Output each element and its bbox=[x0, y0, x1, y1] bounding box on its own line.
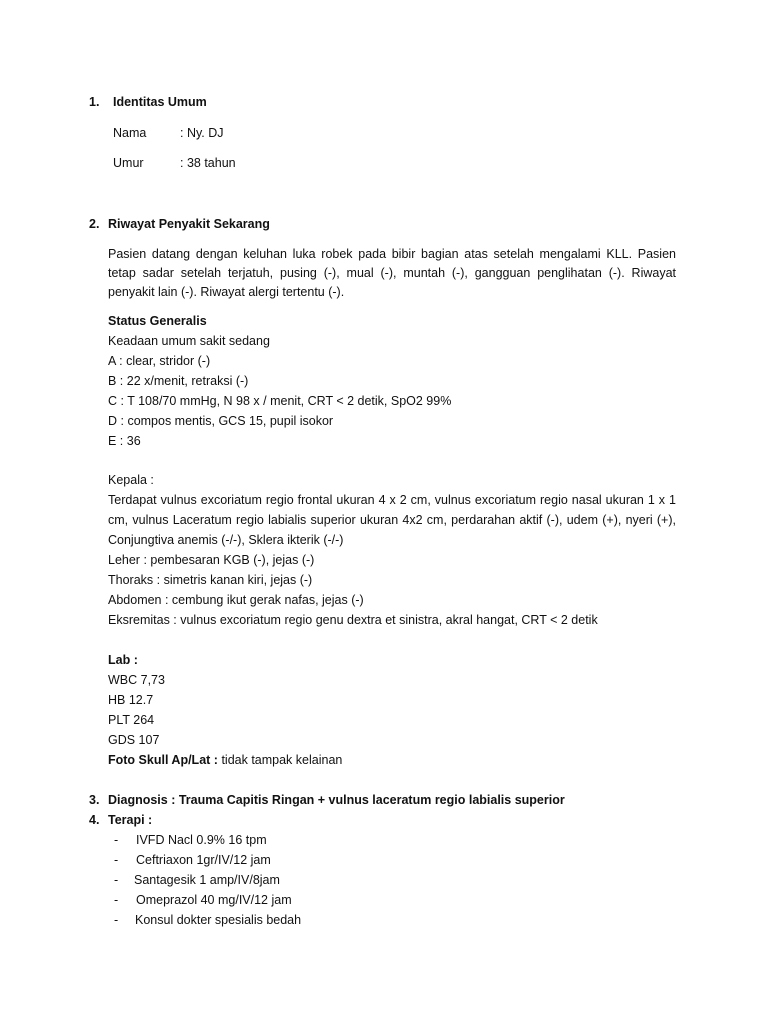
diagnosis-text: Diagnosis : Trauma Capitis Ringan + vulnus laceratum regio labialis superior bbox=[108, 793, 565, 807]
status-line: A : clear, stridor (-) bbox=[108, 354, 211, 368]
status-generalis-title: Status Generalis bbox=[108, 314, 207, 328]
section-title-riwayat: Riwayat Penyakit Sekarang bbox=[108, 217, 270, 231]
kepala-title: Kepala : bbox=[108, 473, 154, 487]
section-number: 4. bbox=[89, 813, 100, 827]
field-label-nama: Nama bbox=[113, 126, 147, 140]
section-title-identitas: Identitas Umum bbox=[113, 95, 207, 109]
foto-skull-line bbox=[108, 752, 342, 768]
bullet-dash: - bbox=[114, 893, 119, 907]
lab-line: PLT 264 bbox=[108, 713, 155, 727]
terapi-title: Terapi : bbox=[108, 813, 153, 827]
section-number: 2. bbox=[89, 217, 100, 231]
field-value-nama: : Ny. DJ bbox=[180, 126, 224, 140]
therapy-item: Santagesik 1 amp/IV/8jam bbox=[134, 873, 280, 887]
therapy-item: Konsul dokter spesialis bedah bbox=[135, 913, 302, 927]
therapy-item: IVFD Nacl 0.9% 16 tpm bbox=[136, 833, 267, 847]
lab-line: WBC 7,73 bbox=[108, 673, 165, 687]
bullet-dash: - bbox=[114, 913, 119, 927]
exam-line: Eksremitas : vulnus excoriatum regio genu dextra et sinistra, akral hangat, CRT < 2 detik bbox=[108, 613, 598, 627]
field-value-umur: : 38 tahun bbox=[180, 156, 236, 170]
kepala-line: Conjungtiva anemis (-/-), Sklera ikterik (-/-) bbox=[108, 533, 344, 547]
status-line: D : compos mentis, GCS 15, pupil isokor bbox=[108, 414, 334, 428]
kepala-line: Terdapat vulnus excoriatum regio frontal ukuran 4 x 2 cm, vulnus excoriatum regio nasal ukuran 1 x 1 bbox=[108, 493, 676, 507]
status-line: E : 36 bbox=[108, 434, 141, 448]
therapy-item: Ceftriaxon 1gr/IV/12 jam bbox=[136, 853, 271, 867]
status-line: B : 22 x/menit, retraksi (-) bbox=[108, 374, 249, 388]
status-line: C : T 108/70 mmHg, N 98 x / menit, CRT < 2 detik, SpO2 99% bbox=[108, 394, 452, 408]
therapy-item: Omeprazol 40 mg/IV/12 jam bbox=[136, 893, 292, 907]
history-paragraph: Pasien datang dengan keluhan luka robek pada bibir bagian atas setelah mengalami KLL. Pasien tetap sadar setelah terjatuh, pusing (-), mual (-), muntah (-), gangguan penglihatan (-). Riwayat penyakit lain (-). Riwayat alergi tertentu (-). bbox=[108, 247, 676, 299]
field-label-umur: Umur bbox=[113, 156, 144, 170]
foto-skull-label: Foto Skull Ap/Lat : bbox=[108, 753, 218, 767]
exam-line: Leher : pembesaran KGB (-), jejas (-) bbox=[108, 553, 315, 567]
lab-line: GDS 107 bbox=[108, 733, 160, 747]
section-number: 1. bbox=[89, 95, 100, 109]
exam-line: Abdomen : cembung ikut gerak nafas, jejas (-) bbox=[108, 593, 364, 607]
bullet-dash: - bbox=[114, 853, 119, 867]
lab-title: Lab : bbox=[108, 653, 138, 667]
exam-line: Thoraks : simetris kanan kiri, jejas (-) bbox=[108, 573, 313, 587]
status-line: Keadaan umum sakit sedang bbox=[108, 334, 270, 348]
kepala-line: cm, vulnus Laceratum regio labialis superior ukuran 4x2 cm, perdarahan aktif (-), udem (+), nyeri (+), bbox=[108, 513, 676, 527]
lab-line: HB 12.7 bbox=[108, 693, 154, 707]
foto-skull-value: tidak tampak kelainan bbox=[221, 753, 343, 767]
section-number: 3. bbox=[89, 793, 100, 807]
bullet-dash: - bbox=[114, 833, 119, 847]
bullet-dash: - bbox=[114, 873, 119, 887]
